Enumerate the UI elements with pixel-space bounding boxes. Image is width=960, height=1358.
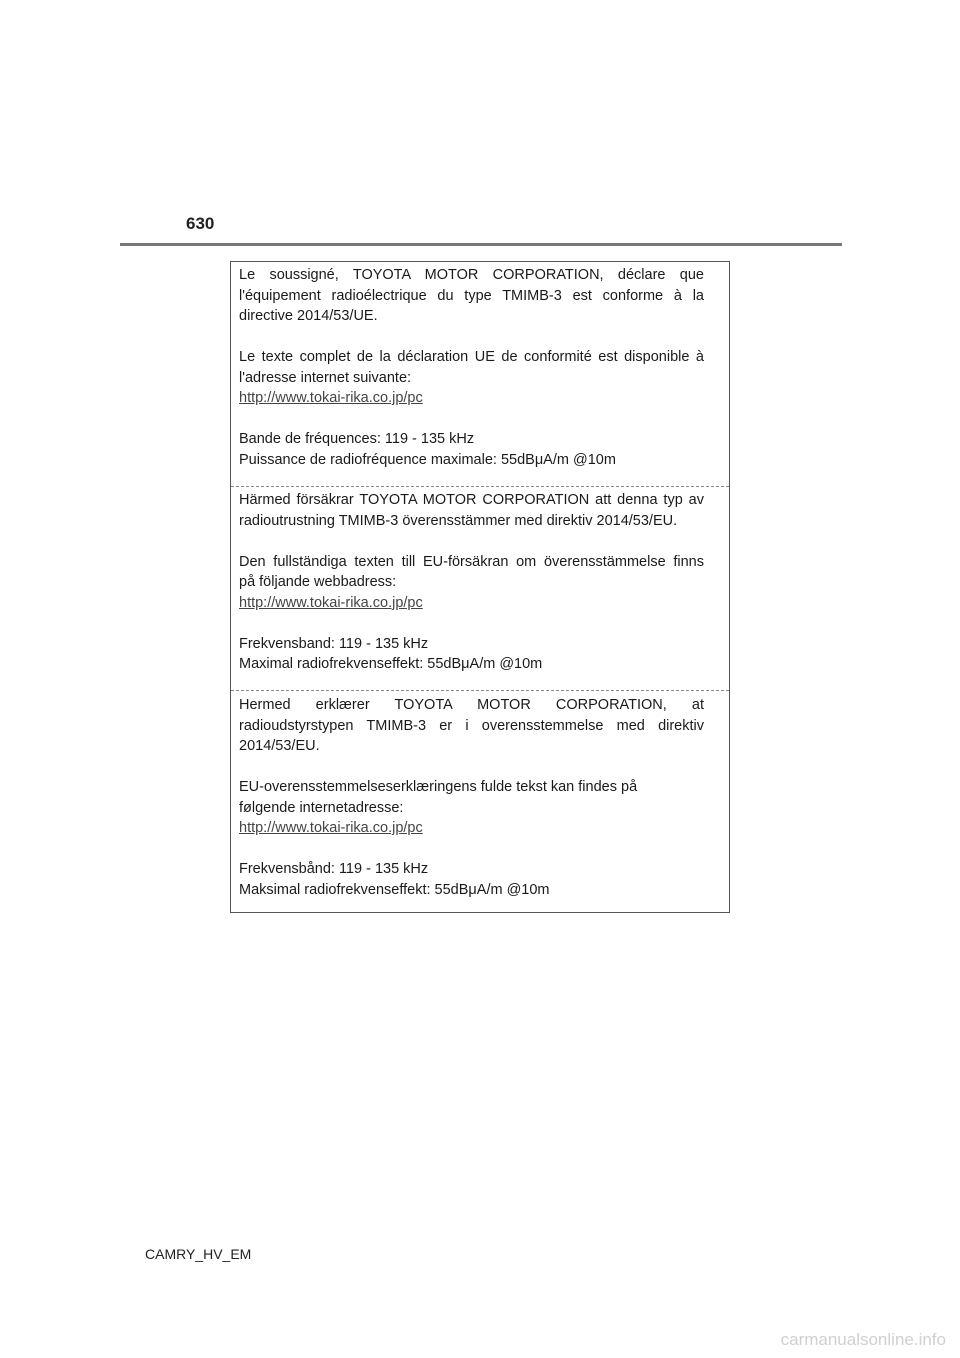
frequency-band: Frekvensbånd: 119 - 135 kHz <box>239 861 429 877</box>
max-power: Puissance de radiofréquence maximale: 55dBμA/m @10m <box>239 451 616 468</box>
declaration-url-link[interactable]: http://www.tokai-rika.co.jp/pc <box>239 820 423 836</box>
declaration-section-danish <box>231 695 729 900</box>
declaration-line: radioutrustning TMIMB-3 överensstämmer med direktiv 2014/53/EU. <box>239 512 678 529</box>
declaration-section-swedish <box>231 490 729 675</box>
max-power: Maximal radiofrekvenseffekt: 55dBμA/m @10m <box>239 656 543 672</box>
declaration-line: Härmed försäkrar TOYOTA MOTOR CORPORATION att denna typ av <box>239 492 704 508</box>
declaration-line: radioudstyrstypen TMIMB-3 er i overensstemmelse med direktiv <box>239 717 704 734</box>
declaration-box <box>230 261 730 913</box>
availability-line: på följande webbadress: <box>239 574 397 590</box>
declaration-url-link[interactable]: http://www.tokai-rika.co.jp/pc <box>239 594 423 611</box>
availability-line: EU-overensstemmelseserklæringens fulde tekst kan findes på <box>239 779 638 795</box>
declaration-line: l'équipement radioélectrique du type TMIMB-3 est conforme à la <box>239 287 704 304</box>
watermark: carmanualsonline.info <box>780 1330 946 1349</box>
page-number: 630 <box>186 214 215 233</box>
availability-line: Den fullständiga texten till EU-försäkran om överensstämmelse finns <box>239 553 704 570</box>
frequency-band: Bande de fréquences: 119 - 135 kHz <box>239 431 475 447</box>
declaration-line: 2014/53/EU. <box>239 738 320 754</box>
availability-line: følgende internetadresse: <box>239 799 404 816</box>
section-divider <box>231 690 729 691</box>
declaration-section-french <box>231 265 729 470</box>
header-rule <box>120 243 842 246</box>
model-code: CAMRY_HV_EM <box>145 1246 252 1262</box>
section-divider <box>231 486 729 487</box>
availability-line: Le texte complet de la déclaration UE de conformité est disponible à <box>239 349 704 365</box>
max-power: Maksimal radiofrekvenseffekt: 55dBμA/m @10m <box>239 881 550 898</box>
availability-line: l'adresse internet suivante: <box>239 369 412 386</box>
declaration-url-link[interactable]: http://www.tokai-rika.co.jp/pc <box>239 390 423 406</box>
declaration-line: Le soussigné, TOYOTA MOTOR CORPORATION, déclare que <box>239 267 704 283</box>
declaration-line: Hermed erklærer TOYOTA MOTOR CORPORATION, at <box>239 697 704 713</box>
declaration-line: directive 2014/53/UE. <box>239 308 378 324</box>
frequency-band: Frekvensband: 119 - 135 kHz <box>239 635 429 652</box>
